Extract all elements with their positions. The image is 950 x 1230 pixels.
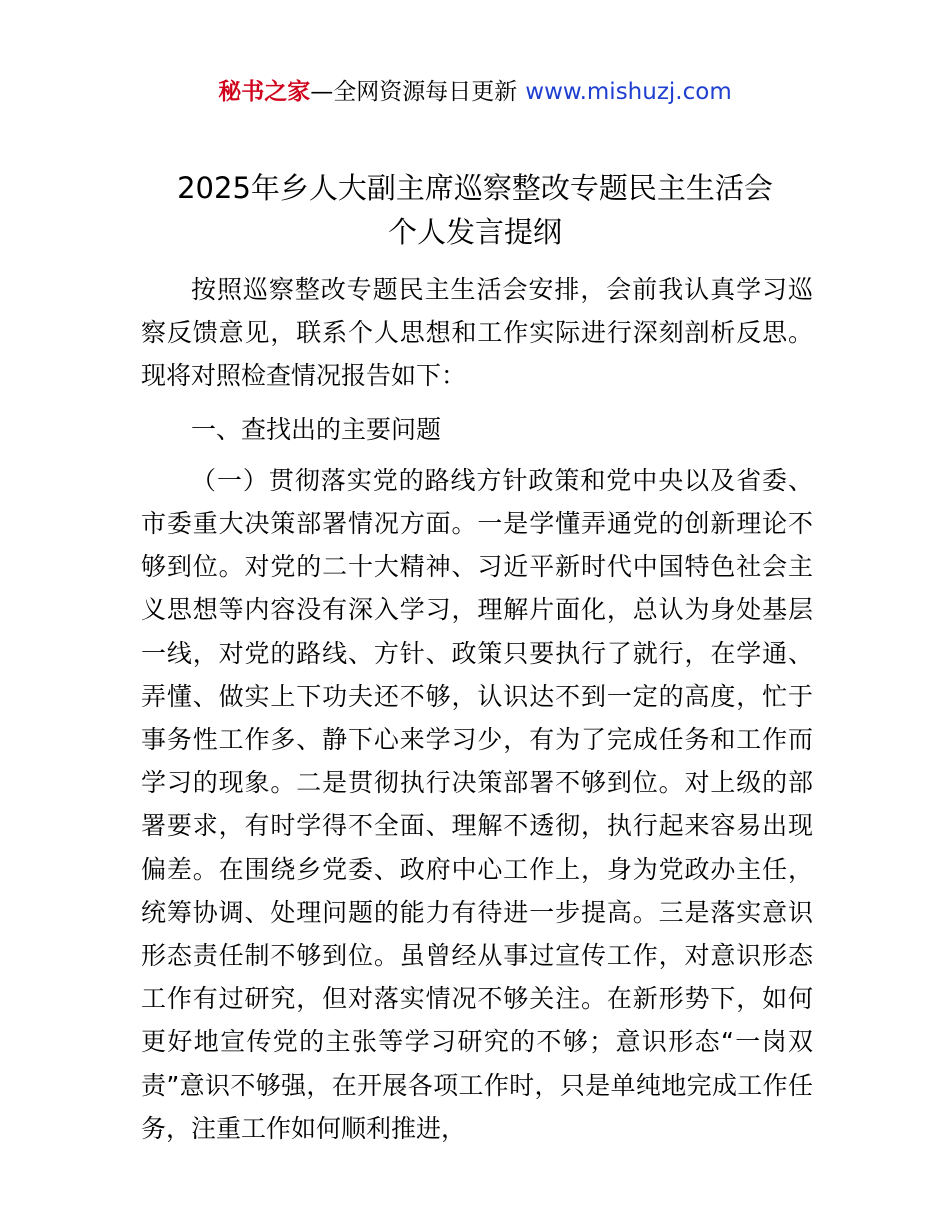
title-line-1: 2025年乡人大副主席巡察整改专题民主生活会 <box>177 171 773 205</box>
title-line-2: 个人发言提纲 <box>387 215 562 249</box>
site-header <box>0 74 950 110</box>
site-url-link[interactable]: www.mishuzj.com <box>525 79 732 105</box>
document-title <box>80 166 870 254</box>
header-tagline: —全网资源每日更新 <box>310 79 518 105</box>
brand-name: 秘书之家 <box>218 79 311 105</box>
section-heading: 一、查找出的主要问题 <box>191 414 442 444</box>
body-paragraph: （一）贯彻落实党的路线方针政策和党中央以及省委、市委重大决策部署情况方面。一是学懂弄通党的创新理论不够到位。对党的二十大精神、习近平新时代中国特色社会主义思想等内容没有深入学习，理解片面化，总认为身处基层一线，对党的路线、方针、政策只要执行了就行，在学通、弄懂、做实上下功夫还不够，认识达不到一定的高度，忙于事务性工作多、静下心来学习少，有为了完成任务和工作而学习的现象。二是贯彻执行决策部署不够到位。对上级的部署要求，有时学得不全面、理解不透彻，执行起来容易出现偏差。在围绕乡党委、政府中心工作上，身为党政办主任，统筹协调、处理问题的能力有待进一步提高。三是落实意识形态责任制不够到位。虽曾经从事过宣传工作，对意识形态工作有过研究，但对落实情况不够关注。在新形势下，如何更好地宣传党的主张等学习研究的不够；意识形态“一岗双责”意识不够强，在开展各项工作时，只是单纯地完成工作任务，注重工作如何顺利推进， <box>141 465 813 1143</box>
document-body <box>141 268 813 1150</box>
intro-paragraph: 按照巡察整改专题民主生活会安排，会前我认真学习巡察反馈意见，联系个人思想和工作实际进行深刻剖析反思。现将对照检查情况报告如下： <box>141 275 813 391</box>
